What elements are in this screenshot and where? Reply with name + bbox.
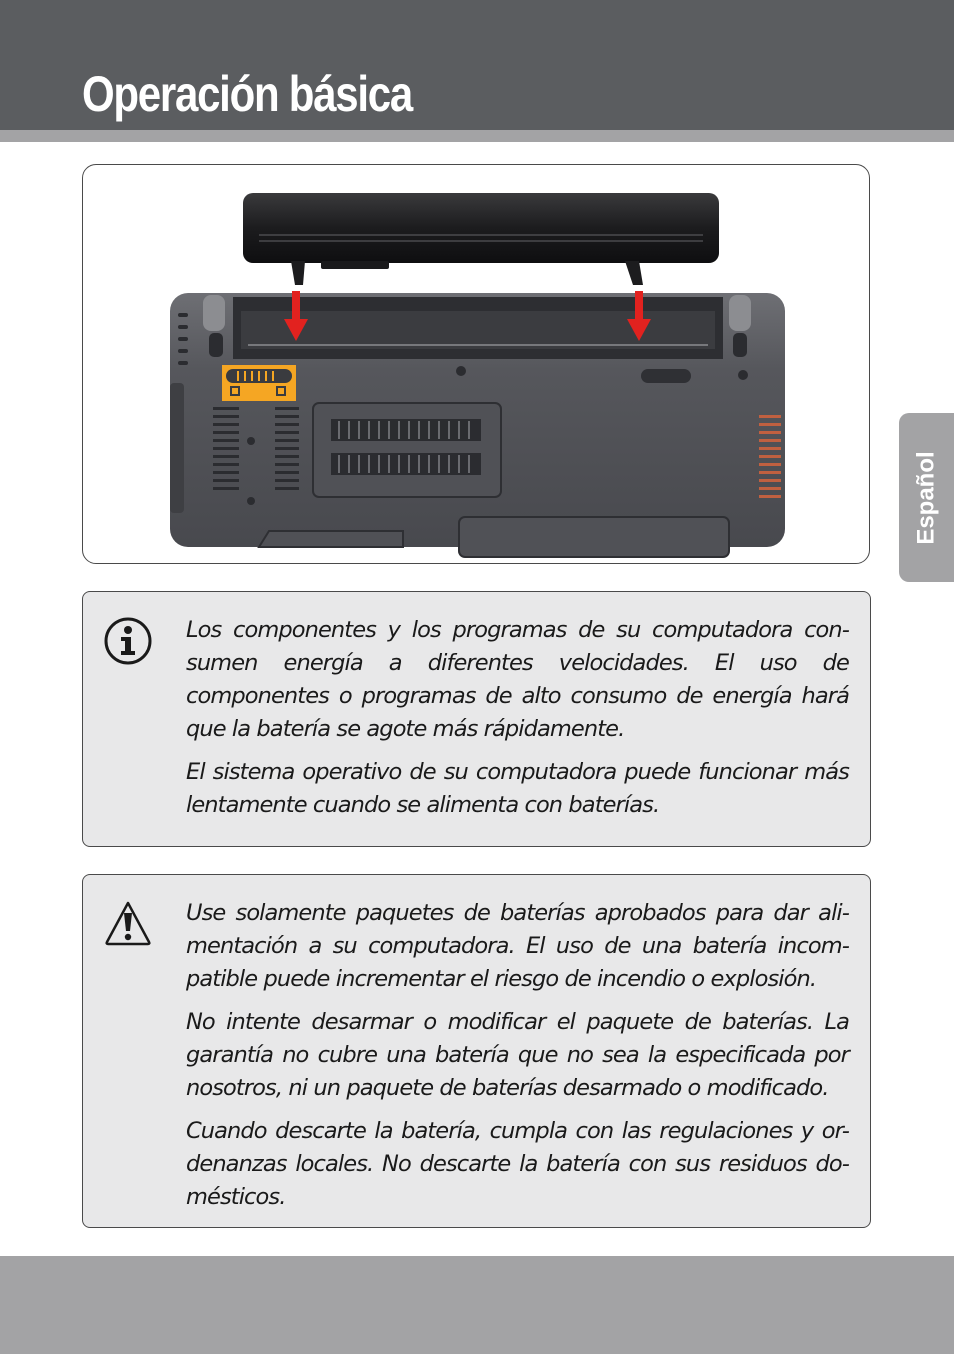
figure-frame: [82, 164, 870, 564]
warning-paragraph-3: Cuando descarte la batería, cumpla con las regulaciones y or-denanzas locales. No descarte la batería con sus residuos do-mésticos.: [186, 1118, 849, 1210]
info-paragraph-1: Los componentes y los programas de su computadora con-sumen energía a diferentes velocidades. El uso de componentes o programas de alto consumo de energía hará que la batería se agote más rápidamente.: [186, 617, 849, 742]
language-tab-label-wrap: [899, 413, 954, 582]
right-hinge: [729, 295, 751, 331]
footer-bar: [0, 1256, 954, 1354]
laptop-battery-removal-illustration: [83, 165, 871, 565]
hard-drive-cover-panel: [459, 517, 729, 557]
battery-pack: [243, 193, 719, 263]
header-stripe: [0, 130, 954, 142]
info-icon: [103, 616, 153, 666]
warning-paragraph-1: Use solamente paquetes de baterías aprobados para dar ali-mentación a su computadora. El uso de una batería incom-patible puede incrementar el riesgo de incendio o explosión.: [186, 900, 849, 992]
left-hinge: [203, 295, 225, 331]
warning-note-box: [82, 874, 871, 1228]
info-note-box: [82, 591, 871, 847]
warning-paragraph-2: No intente desarmar o modificar el paquete de baterías. La garantía no cubre una batería que no sea la especificada por nosotros, ni un paquete de baterías desarmado o modificado.: [186, 1009, 849, 1101]
warning-icon: [103, 899, 153, 947]
memory-cover-panel: [313, 403, 501, 497]
warning-note-text: [186, 897, 849, 1224]
info-note-text: [186, 614, 849, 832]
laptop-side-edge: [170, 383, 184, 513]
info-paragraph-2: El sistema operativo de su computadora puede funcionar más lentamente cuando se alimenta con baterías.: [186, 759, 849, 818]
language-tab-label: Español: [912, 450, 940, 545]
battery-lock-right: [641, 369, 691, 383]
page-title: Operación básica: [82, 66, 413, 122]
